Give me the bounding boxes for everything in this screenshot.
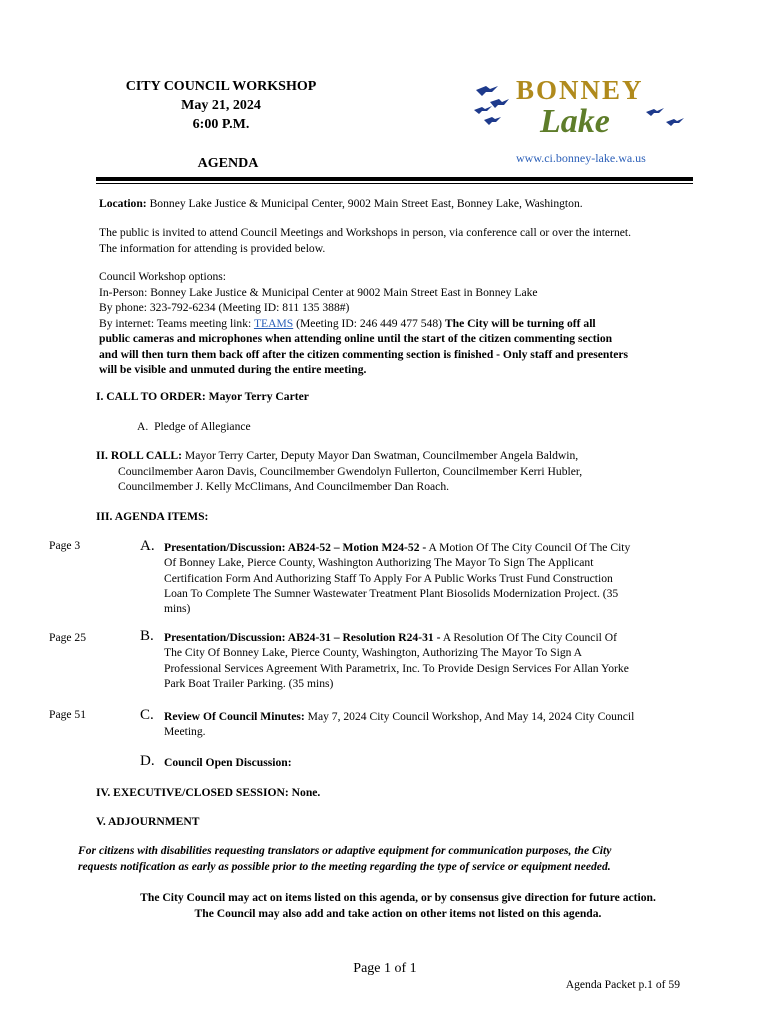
pledge-text: Pledge of Allegiance <box>154 420 251 433</box>
agenda-packet-page: Agenda Packet p.1 of 59 <box>565 978 680 991</box>
item-text: The City Of Bonney Lake, Pierce County, Washington, Authorizing The Mayor To Sign A <box>164 646 583 660</box>
website-link[interactable]: www.ci.bonney-lake.wa.us <box>516 151 646 165</box>
call-to-order-heading: I. CALL TO ORDER: Mayor Terry Carter <box>96 390 309 403</box>
pledge-letter: A. <box>137 420 149 433</box>
agenda-items-heading: III. AGENDA ITEMS: <box>96 510 209 523</box>
intro-line: The public is invited to attend Council Meetings and Workshops in person, via conference call or over the internet. <box>99 226 632 239</box>
item-text: Professional Services Agreement With Parametrix, Inc. To Provide Design Services For Allan Yorke <box>164 661 629 675</box>
item-title: Presentation/Discussion: AB24-31 – Resolution R24-31 - <box>164 631 441 644</box>
option-in-person: In-Person: Bonney Lake Justice & Municipal Center at 9002 Main Street East in Bonney Lake <box>99 285 538 299</box>
agenda-item <box>140 709 680 740</box>
roll-call-line: Mayor Terry Carter, Deputy Mayor Dan Swatman, Councilmember Angela Baldwin, <box>182 449 579 462</box>
item-text: A Resolution Of The City Council Of <box>440 631 618 644</box>
option-internet-suffix: (Meeting ID: 246 449 477 548) <box>293 316 445 330</box>
meeting-date: May 21, 2024 <box>181 98 261 113</box>
camera-notice: and will then turn them back off after the citizen commenting section is finished - Only staff and presenters <box>99 347 628 361</box>
page-reference[interactable]: Page 25 <box>49 631 87 644</box>
option-internet-prefix: By internet: Teams meeting link: <box>99 316 254 330</box>
item-title: Presentation/Discussion: AB24-52 – Motion M24-52 - <box>164 541 427 554</box>
item-text: Meeting. <box>164 725 206 739</box>
closing-line: The City Council may act on items listed on this agenda, or by consensus give direction for future action. <box>140 891 656 904</box>
page-reference[interactable]: Page 51 <box>49 708 87 721</box>
accessibility-line: requests notification as early as possible prior to the meeting regarding the type of service or equipment needed. <box>78 859 611 873</box>
item-letter: C. <box>140 707 154 723</box>
item-text: A Motion Of The City Council Of The City <box>426 541 631 554</box>
item-text: Park Boat Trailer Parking. (35 mins) <box>164 676 334 690</box>
pledge-item <box>137 419 251 435</box>
adjournment-heading: V. ADJOURNMENT <box>96 815 200 828</box>
camera-notice: The City will be turning off all <box>444 316 596 330</box>
bonney-lake-logo <box>470 72 690 142</box>
location-label: Location: <box>99 197 147 210</box>
agenda-item <box>140 540 680 616</box>
camera-notice: will be visible and unmuted during the entire meeting. <box>99 363 367 376</box>
item-text: May 7, 2024 City Council Workshop, And May 14, 2024 City Council <box>304 710 635 723</box>
item-letter: B. <box>140 628 154 644</box>
option-phone: By phone: 323-792-6234 (Meeting ID: 811 135 388#) <box>99 301 350 314</box>
camera-notice: public cameras and microphones when attending online until the start of the citizen commenting section <box>99 332 613 345</box>
item-title: Review Of Council Minutes: <box>164 710 305 723</box>
agenda-item <box>140 755 680 770</box>
item-text: Loan To Complete The Sumner Wastewater Treatment Plant Biosolids Modernization Project. (35 <box>164 586 619 600</box>
page-reference[interactable]: Page 3 <box>49 539 81 552</box>
option-internet <box>99 316 699 332</box>
item-text: Of Bonney Lake, Pierce County, Washington Authorizing The Mayor To Sign The Applicant <box>164 556 594 570</box>
roll-call <box>96 448 696 495</box>
accessibility-line: For citizens with disabilities requesting translators or adaptive equipment for communication purposes, the City <box>78 844 612 857</box>
logo-lake-text: Lake <box>540 103 610 140</box>
intro-line: The information for attending is provided below. <box>99 241 326 255</box>
logo-bonney-text: BONNEY <box>516 75 644 105</box>
location-text: Bonney Lake Justice & Municipal Center, 9002 Main Street East, Bonney Lake, Washington. <box>149 197 583 210</box>
executive-session-heading: IV. EXECUTIVE/CLOSED SESSION: None. <box>96 786 321 799</box>
item-letter: A. <box>140 538 155 554</box>
meeting-time: 6:00 P.M. <box>192 117 250 132</box>
options-heading: Council Workshop options: <box>99 270 227 283</box>
accessibility-notice <box>78 843 698 874</box>
teams-link[interactable]: TEAMS <box>253 316 294 330</box>
bonney-lake-logo-graphic <box>470 72 690 142</box>
page-number: Page 1 of 1 <box>353 961 417 976</box>
item-title: Council Open Discussion: <box>164 756 292 769</box>
closing-line: The Council may also add and take action on other items not listed on this agenda. <box>194 906 602 920</box>
workshop-options <box>99 269 699 378</box>
header-rule-thick <box>96 177 693 181</box>
item-letter: D. <box>140 753 155 769</box>
meeting-title: CITY COUNCIL WORKSHOP <box>125 79 317 94</box>
intro-paragraph <box>99 225 699 256</box>
location-line <box>99 196 583 212</box>
roll-call-line: Councilmember J. Kelly McClimans, And Councilmember Dan Roach. <box>118 480 450 493</box>
item-text: Certification Form And Authorizing Staff To Apply For A Public Works Trust Fund Construction <box>164 571 613 585</box>
closing-statement <box>78 890 718 921</box>
agenda-item <box>140 630 680 691</box>
agenda-title: AGENDA <box>197 156 259 171</box>
roll-call-line: Councilmember Aaron Davis, Councilmember Gwendolyn Fullerton, Councilmember Kerri Hubler, <box>118 464 583 478</box>
meeting-header <box>96 77 346 134</box>
roll-call-label: II. ROLL CALL: <box>96 449 183 462</box>
item-text: mins) <box>164 602 191 616</box>
header-rule-thin <box>96 183 693 184</box>
